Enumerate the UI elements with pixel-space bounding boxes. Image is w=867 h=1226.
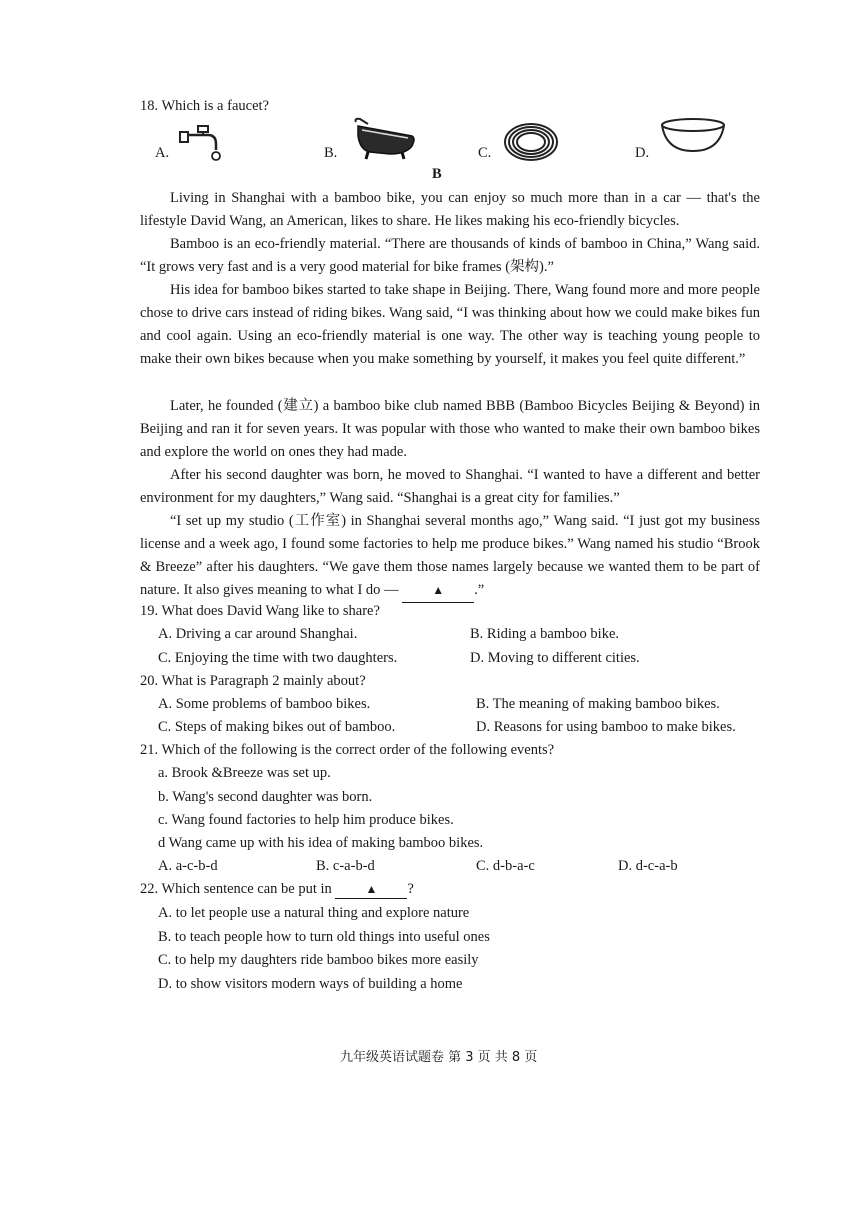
- q21-event-d: d Wang came up with his idea of making bamboo bikes.: [158, 835, 484, 851]
- hose-icon: [502, 121, 560, 163]
- q21-event-a: a. Brook &Breeze was set up.: [158, 765, 331, 781]
- bathtub-icon: [350, 116, 420, 162]
- q21-option-a: A. a-c-b-d: [158, 858, 218, 874]
- passage-paragraph-5: After his second daughter was born, he moved to Shanghai. “I wanted to have a different and better environment for my daughters,” Wang said. “Shanghai is a great city for families.”: [140, 467, 760, 506]
- passage-paragraph-4: Later, he founded (建立) a bamboo bike club named BBB (Bamboo Bicycles Beijing & Beyond) in Beijing and ran it for seven years. It was popular with those who wanted to make their own bamboo bikes and explore the world on ones they had made.: [140, 398, 760, 460]
- q20-option-d: D. Reasons for using bamboo to make bikes.: [476, 719, 736, 735]
- passage-paragraph-3: His idea for bamboo bikes started to take shape in Beijing. There, Wang found more and more people chose to drive cars instead of riding bikes. Wang said, “I was thinking about how we could make bikes fun and cool again. Using an eco-friendly material is one way. The other way is teaching young people to make their own bikes because when you make something by yourself, it makes you feel quite different.”: [140, 282, 760, 367]
- q18-option-a-label: A.: [155, 145, 170, 161]
- faucet-icon: [178, 124, 224, 164]
- basin-icon: [660, 117, 726, 155]
- passage-paragraph-1: Living in Shanghai with a bamboo bike, you can enjoy so much more than in a car — that's the lifestyle David Wang, an American, likes to share. He likes making his eco-friendly bicycles.: [140, 190, 760, 229]
- q21-event-c: c. Wang found factories to help him produce bikes.: [158, 812, 454, 828]
- q22-option-b: B. to teach people how to turn old things into useful ones: [158, 929, 490, 945]
- q19-option-b: B. Riding a bamboo bike.: [470, 626, 620, 642]
- q22-option-a: A. to let people use a natural thing and explore nature: [158, 905, 470, 921]
- q22-stem: 22. Which sentence can be put in ▲ ?: [140, 881, 414, 897]
- passage-paragraph-6: “I set up my studio (工作室) in Shanghai several months ago,” Wang said. “I just got my business license and a week ago, I found some factories to help me produce bikes.” Wang named his studio “Brook & Breeze” after his daughters. “We gave them those names largely because we wanted them to be part of nature. It also gives meaning to what I do — ▲ .”: [140, 510, 760, 603]
- q18-option-b-label: B.: [324, 145, 338, 161]
- q21-option-b: B. c-a-b-d: [316, 858, 375, 874]
- q21-option-d: D. d-c-a-b: [618, 858, 678, 874]
- page-footer: 九年级英语试题卷 第 3 页 共 8 页: [340, 1050, 538, 1065]
- answer-blank: ▲: [402, 579, 474, 603]
- q21-stem: 21. Which of the following is the correct order of the following events?: [140, 742, 555, 758]
- q19-option-d: D. Moving to different cities.: [470, 650, 640, 666]
- q18-option-c-label: C.: [478, 145, 492, 161]
- section-label: B: [432, 166, 442, 182]
- q22-option-d: D. to show visitors modern ways of building a home: [158, 976, 463, 992]
- q20-option-b: B. The meaning of making bamboo bikes.: [476, 696, 720, 712]
- q19-option-c: C. Enjoying the time with two daughters.: [158, 650, 398, 666]
- q19-option-a: A. Driving a car around Shanghai.: [158, 626, 358, 642]
- q20-stem: 20. What is Paragraph 2 mainly about?: [140, 673, 366, 689]
- q18-stem: 18. Which is a faucet?: [140, 98, 269, 114]
- q20-option-c: C. Steps of making bikes out of bamboo.: [158, 719, 396, 735]
- q20-option-a: A. Some problems of bamboo bikes.: [158, 696, 371, 712]
- q22-option-c: C. to help my daughters ride bamboo bikes more easily: [158, 952, 479, 968]
- q19-stem: 19. What does David Wang like to share?: [140, 603, 380, 619]
- passage-paragraph-2: Bamboo is an eco-friendly material. “There are thousands of kinds of bamboo in China,” Wang said. “It grows very fast and is a very good material for bike frames (架构).”: [140, 236, 760, 275]
- q22-blank: ▲: [335, 881, 407, 899]
- q18-option-d-label: D.: [635, 145, 650, 161]
- q21-option-c: C. d-b-a-c: [476, 858, 535, 874]
- q21-event-b: b. Wang's second daughter was born.: [158, 789, 373, 805]
